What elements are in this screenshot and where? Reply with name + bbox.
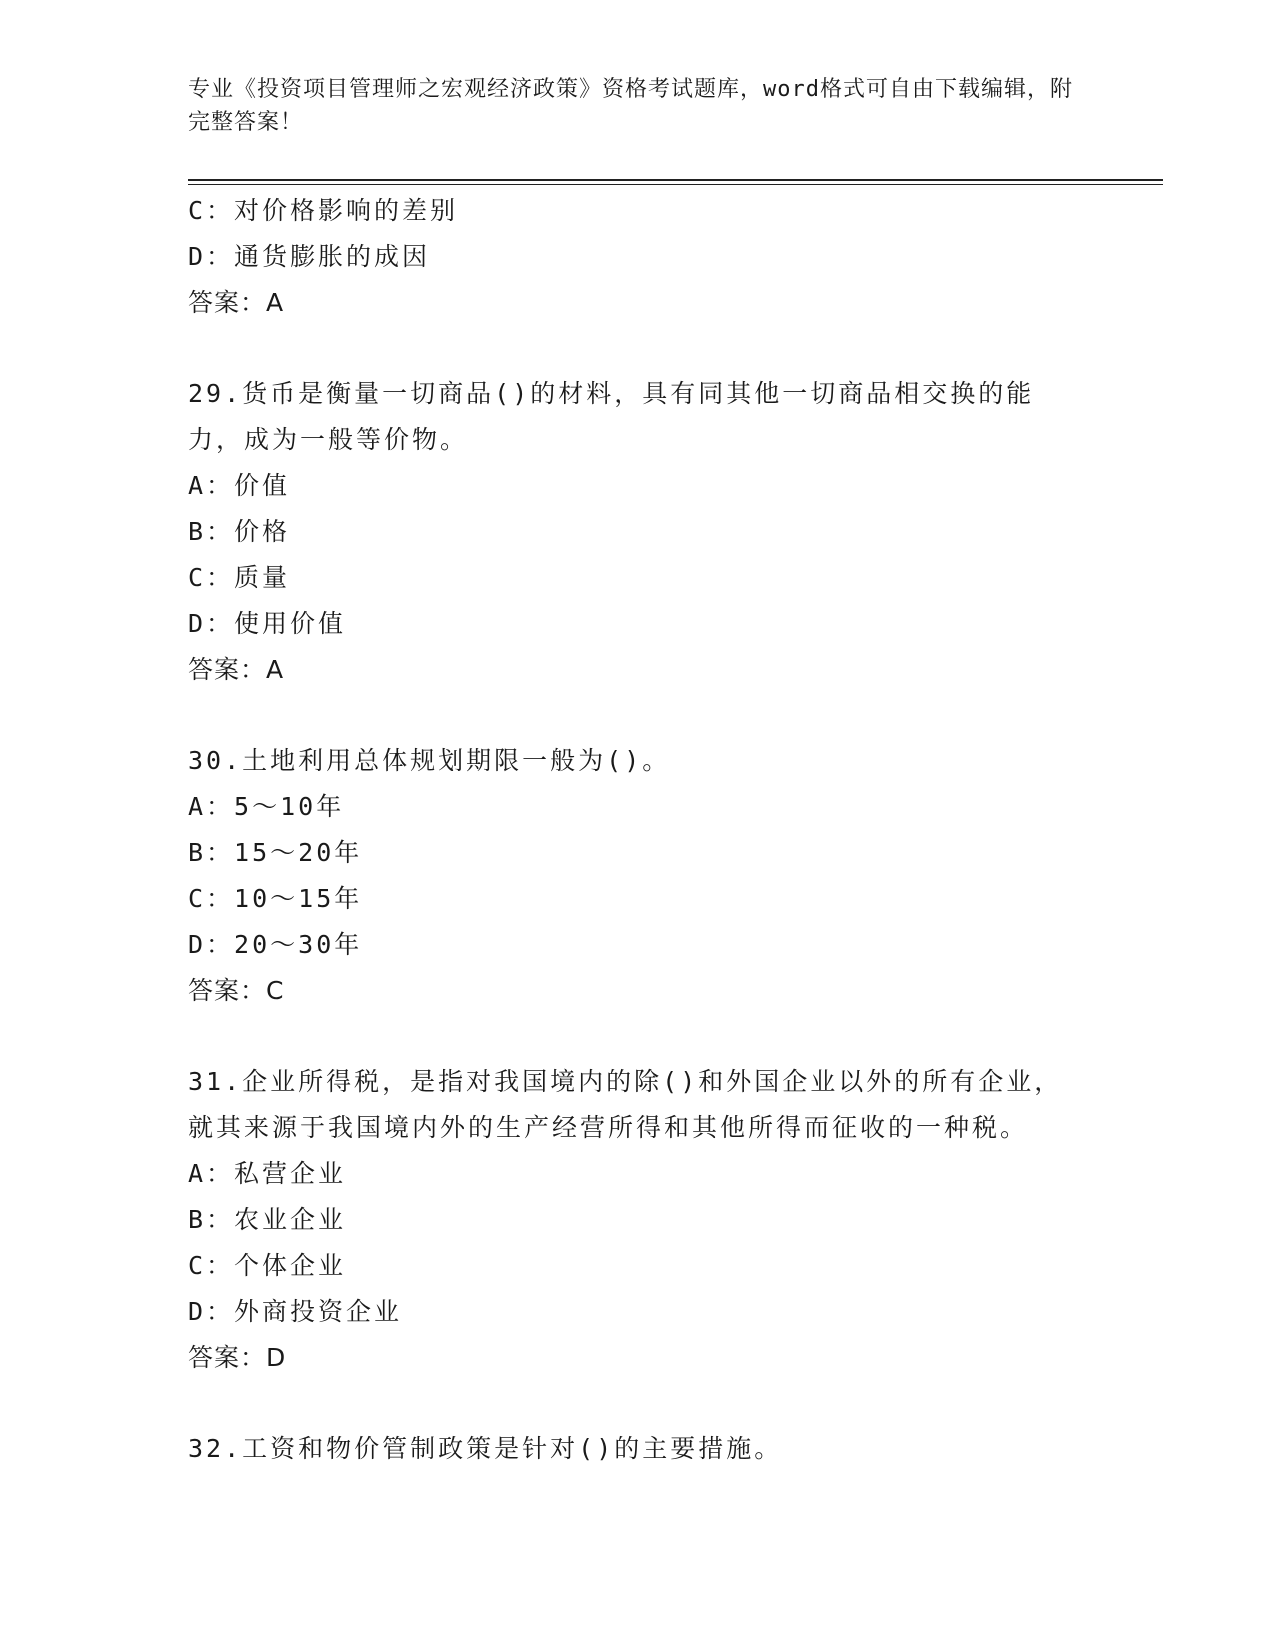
- document-header: 专业《投资项目管理师之宏观经济政策》资格考试题库，word格式可自由下载编辑，附完整答案！: [188, 77, 1073, 135]
- option-c: C：质量: [188, 563, 291, 592]
- question-29-text: 29.货币是衡量一切商品()的材料，具有同其他一切商品相交换的能力，成为一般等价物。: [188, 379, 1035, 454]
- option-b: B：农业企业: [188, 1205, 347, 1234]
- option-d: D：通货膨胀的成因: [188, 242, 431, 271]
- answer-line: 答案：C: [188, 976, 285, 1005]
- spacer: [188, 1381, 1088, 1426]
- answer-line: 答案：A: [188, 288, 285, 317]
- option-d: D：使用价值: [188, 609, 347, 638]
- option-b: B：15～20年: [188, 838, 363, 867]
- option-c: C：对价格影响的差别: [188, 196, 459, 225]
- option-a: A：私营企业: [188, 1159, 347, 1188]
- option-a: A：价值: [188, 471, 291, 500]
- question-32-text: 32.工资和物价管制政策是针对()的主要措施。: [188, 1434, 783, 1463]
- answer-line: 答案：A: [188, 655, 285, 684]
- question-30-text: 30.土地利用总体规划期限一般为()。: [188, 746, 671, 775]
- option-d: D：20～30年: [188, 930, 363, 959]
- spacer: [188, 326, 1088, 371]
- header-divider-thick: [188, 179, 1163, 181]
- question-list: [188, 188, 1088, 1472]
- option-c: C：个体企业: [188, 1251, 347, 1280]
- option-a: A：5～10年: [188, 792, 345, 821]
- spacer: [188, 1014, 1088, 1059]
- header-divider-thin: [188, 184, 1163, 185]
- option-c: C：10～15年: [188, 884, 363, 913]
- option-b: B：价格: [188, 517, 291, 546]
- spacer: [188, 693, 1088, 738]
- question-31-text: 31.企业所得税，是指对我国境内的除()和外国企业以外的所有企业，就其来源于我国境内外的生产经营所得和其他所得而征收的一种税。: [188, 1067, 1063, 1142]
- option-d: D：外商投资企业: [188, 1297, 403, 1326]
- answer-line: 答案：D: [188, 1343, 287, 1372]
